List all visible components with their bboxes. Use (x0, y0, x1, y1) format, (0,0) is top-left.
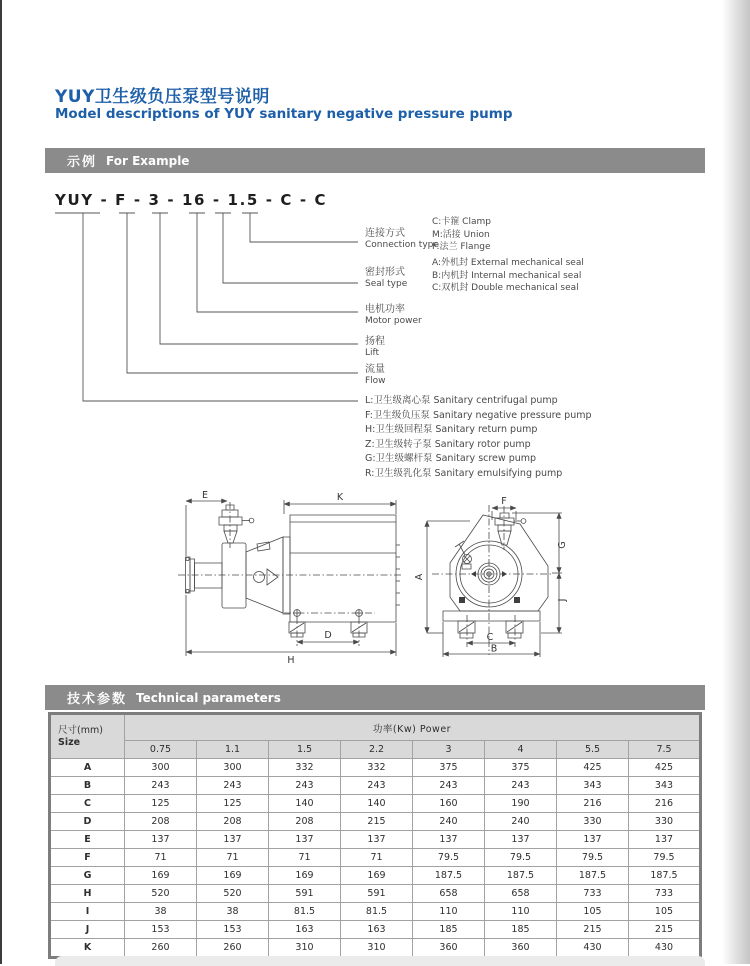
parameters-section-title-cn: 技术参数 (67, 692, 128, 707)
field-lift-cn: 扬程 (365, 336, 385, 347)
dim-label-J: J (557, 598, 568, 602)
size-header-en: Size (58, 736, 81, 748)
table-header-row-2 (50, 741, 701, 759)
model-code: YUY - F - 3 - 16 - 1.5 - C - C (55, 191, 328, 209)
dim-label-G: G (557, 541, 568, 549)
pump-type-item: F:卫生级负压泵 Sanitary negative pressure pump (365, 409, 592, 421)
value-cell: 733 (629, 885, 701, 903)
connection-option: M:活接 Union (432, 229, 490, 240)
table-row (50, 921, 701, 939)
value-cell: 243 (269, 777, 341, 795)
value-cell: 591 (341, 885, 413, 903)
value-cell: 343 (629, 777, 701, 795)
value-cell: 190 (485, 795, 557, 813)
power-value-header: 5.5 (557, 741, 629, 759)
seal-options (432, 257, 584, 295)
seal-option: B:内机封 Internal mechanical seal (432, 270, 582, 281)
value-cell: 520 (125, 885, 197, 903)
table-row (50, 939, 701, 958)
field-connection-type (365, 227, 439, 251)
value-cell: 71 (197, 849, 269, 867)
value-cell: 215 (557, 921, 629, 939)
field-flow-en: Flow (365, 376, 386, 386)
dim-cell: J (50, 921, 125, 939)
pump-type-item: G:卫生级螺杆泵 Sanitary screw pump (365, 453, 537, 465)
value-cell: 187.5 (557, 867, 629, 885)
connection-option: C:卡箍 Clamp (432, 217, 491, 227)
dim-label-C: C (486, 632, 494, 643)
value-cell: 137 (269, 831, 341, 849)
pump-type-item: Z:卫生级转子泵 Sanitary rotor pump (365, 438, 531, 450)
value-cell: 208 (125, 813, 197, 831)
value-cell: 38 (125, 903, 197, 921)
power-header-cell: 功率(Kw) Power (125, 714, 701, 741)
value-cell: 360 (413, 939, 485, 958)
value-cell: 260 (197, 939, 269, 958)
field-lift (365, 335, 385, 359)
value-cell: 260 (125, 939, 197, 958)
value-cell: 243 (485, 777, 557, 795)
value-cell: 153 (125, 921, 197, 939)
value-cell: 208 (197, 813, 269, 831)
field-motor-power (365, 303, 422, 327)
size-header-cell (50, 714, 125, 759)
dim-cell: K (50, 939, 125, 958)
value-cell: 185 (485, 921, 557, 939)
dim-cell: I (50, 903, 125, 921)
value-cell: 343 (557, 777, 629, 795)
field-seal-en: Seal type (365, 279, 408, 289)
value-cell: 330 (629, 813, 701, 831)
value-cell: 169 (269, 867, 341, 885)
value-cell: 733 (557, 885, 629, 903)
power-value-header: 3 (413, 741, 485, 759)
value-cell: 81.5 (269, 903, 341, 921)
power-value-header: 1.1 (197, 741, 269, 759)
connection-options (432, 216, 491, 254)
field-connection-en: Connection type (365, 240, 439, 250)
example-section-title-cn: 示例 (67, 155, 98, 170)
power-value-header: 1.5 (269, 741, 341, 759)
value-cell: 187.5 (413, 867, 485, 885)
value-cell: 137 (197, 831, 269, 849)
seal-option: C:双机封 Double mechanical seal (432, 283, 579, 294)
field-motor-cn: 电机功率 (365, 304, 405, 315)
value-cell: 187.5 (485, 867, 557, 885)
value-cell: 520 (197, 885, 269, 903)
table-header-row-1 (50, 714, 701, 741)
value-cell: 79.5 (485, 849, 557, 867)
seal-option: A:外机封 External mechanical seal (432, 258, 584, 268)
page-title-en: Model descriptions of YUY sanitary negative pressure pump (55, 106, 513, 122)
value-cell: 71 (341, 849, 413, 867)
page-left-edge (0, 0, 2, 964)
value-cell: 137 (413, 831, 485, 849)
value-cell: 215 (341, 813, 413, 831)
table-row (50, 777, 701, 795)
value-cell: 163 (269, 921, 341, 939)
table-row (50, 885, 701, 903)
pump-type-item: R:卫生级乳化泵 Sanitary emulsifying pump (365, 467, 563, 479)
value-cell: 216 (629, 795, 701, 813)
field-seal-type (365, 266, 407, 290)
field-lift-en: Lift (365, 348, 380, 358)
value-cell: 125 (197, 795, 269, 813)
dim-label-H: H (287, 655, 295, 666)
technical-parameters-table (48, 712, 702, 959)
example-section-title-en: For Example (106, 153, 190, 168)
page-title-cn: YUY卫生级负压泵型号说明 (55, 87, 270, 107)
value-cell: 216 (557, 795, 629, 813)
value-cell: 243 (341, 777, 413, 795)
value-cell: 137 (485, 831, 557, 849)
pump-type-item: L:卫生级离心泵 Sanitary centrifugal pump (365, 395, 558, 406)
value-cell: 105 (557, 903, 629, 921)
value-cell: 375 (413, 759, 485, 777)
value-cell: 169 (197, 867, 269, 885)
dim-cell: B (50, 777, 125, 795)
table-row (50, 795, 701, 813)
power-value-header: 2.2 (341, 741, 413, 759)
dim-cell: G (50, 867, 125, 885)
table-row (50, 903, 701, 921)
dim-label-A: A (414, 573, 425, 581)
size-header-cn: 尺寸(mm) (58, 724, 103, 736)
dim-label-B: B (490, 643, 498, 655)
table-row (50, 831, 701, 849)
power-value-header: 4 (485, 741, 557, 759)
table-row (50, 849, 701, 867)
value-cell: 300 (125, 759, 197, 777)
dim-cell: F (50, 849, 125, 867)
value-cell: 105 (629, 903, 701, 921)
dim-cell: C (50, 795, 125, 813)
value-cell: 140 (341, 795, 413, 813)
value-cell: 38 (197, 903, 269, 921)
value-cell: 79.5 (413, 849, 485, 867)
value-cell: 215 (629, 921, 701, 939)
value-cell: 243 (125, 777, 197, 795)
technical-parameters-table-wrap (48, 712, 702, 959)
field-motor-en: Motor power (365, 316, 422, 326)
value-cell: 163 (341, 921, 413, 939)
value-cell: 208 (269, 813, 341, 831)
value-cell: 243 (197, 777, 269, 795)
pump-type-list (365, 394, 592, 482)
value-cell: 137 (557, 831, 629, 849)
pump-type-item: H:卫生级回程泵 Sanitary return pump (365, 424, 538, 436)
value-cell: 140 (269, 795, 341, 813)
value-cell: 160 (413, 795, 485, 813)
value-cell: 125 (125, 795, 197, 813)
value-cell: 375 (485, 759, 557, 777)
connection-option: F:法兰 Flange (432, 242, 491, 253)
value-cell: 240 (413, 813, 485, 831)
parameters-section-bar (45, 685, 705, 710)
next-section-bar-partial (55, 956, 705, 966)
field-seal-cn: 密封形式 (365, 267, 405, 278)
parameters-section-title-en: Technical parameters (136, 690, 281, 705)
pump-dimension-drawing (170, 486, 575, 666)
value-cell: 332 (269, 759, 341, 777)
value-cell: 658 (413, 885, 485, 903)
value-cell: 137 (341, 831, 413, 849)
value-cell: 332 (341, 759, 413, 777)
value-cell: 71 (269, 849, 341, 867)
value-cell: 169 (125, 867, 197, 885)
dim-cell: A (50, 759, 125, 777)
value-cell: 330 (557, 813, 629, 831)
value-cell: 430 (557, 939, 629, 958)
value-cell: 71 (125, 849, 197, 867)
value-cell: 137 (125, 831, 197, 849)
value-cell: 243 (413, 777, 485, 795)
value-cell: 425 (557, 759, 629, 777)
value-cell: 110 (413, 903, 485, 921)
dim-label-E: E (201, 490, 209, 501)
value-cell: 360 (485, 939, 557, 958)
dim-cell: D (50, 813, 125, 831)
page-right-shadow (722, 0, 750, 964)
dim-label-F: F (501, 496, 507, 507)
dim-cell: E (50, 831, 125, 849)
dim-label-K: K (336, 492, 344, 503)
example-section-bar (45, 148, 705, 173)
value-cell: 110 (485, 903, 557, 921)
value-cell: 430 (629, 939, 701, 958)
value-cell: 240 (485, 813, 557, 831)
value-cell: 658 (485, 885, 557, 903)
value-cell: 153 (197, 921, 269, 939)
dim-cell: H (50, 885, 125, 903)
value-cell: 591 (269, 885, 341, 903)
value-cell: 79.5 (557, 849, 629, 867)
field-flow-cn: 流量 (365, 364, 385, 375)
table-row (50, 867, 701, 885)
value-cell: 310 (341, 939, 413, 958)
value-cell: 185 (413, 921, 485, 939)
model-code-connector-lines (40, 205, 370, 475)
value-cell: 137 (629, 831, 701, 849)
value-cell: 81.5 (341, 903, 413, 921)
value-cell: 300 (197, 759, 269, 777)
field-flow (365, 363, 386, 387)
power-value-header: 0.75 (125, 741, 197, 759)
value-cell: 310 (269, 939, 341, 958)
value-cell: 425 (629, 759, 701, 777)
value-cell: 169 (341, 867, 413, 885)
value-cell: 187.5 (629, 867, 701, 885)
table-row (50, 759, 701, 777)
dim-label-D: D (324, 630, 332, 641)
table-row (50, 813, 701, 831)
power-value-header: 7.5 (629, 741, 701, 759)
value-cell: 79.5 (629, 849, 701, 867)
field-connection-cn: 连接方式 (365, 228, 405, 239)
